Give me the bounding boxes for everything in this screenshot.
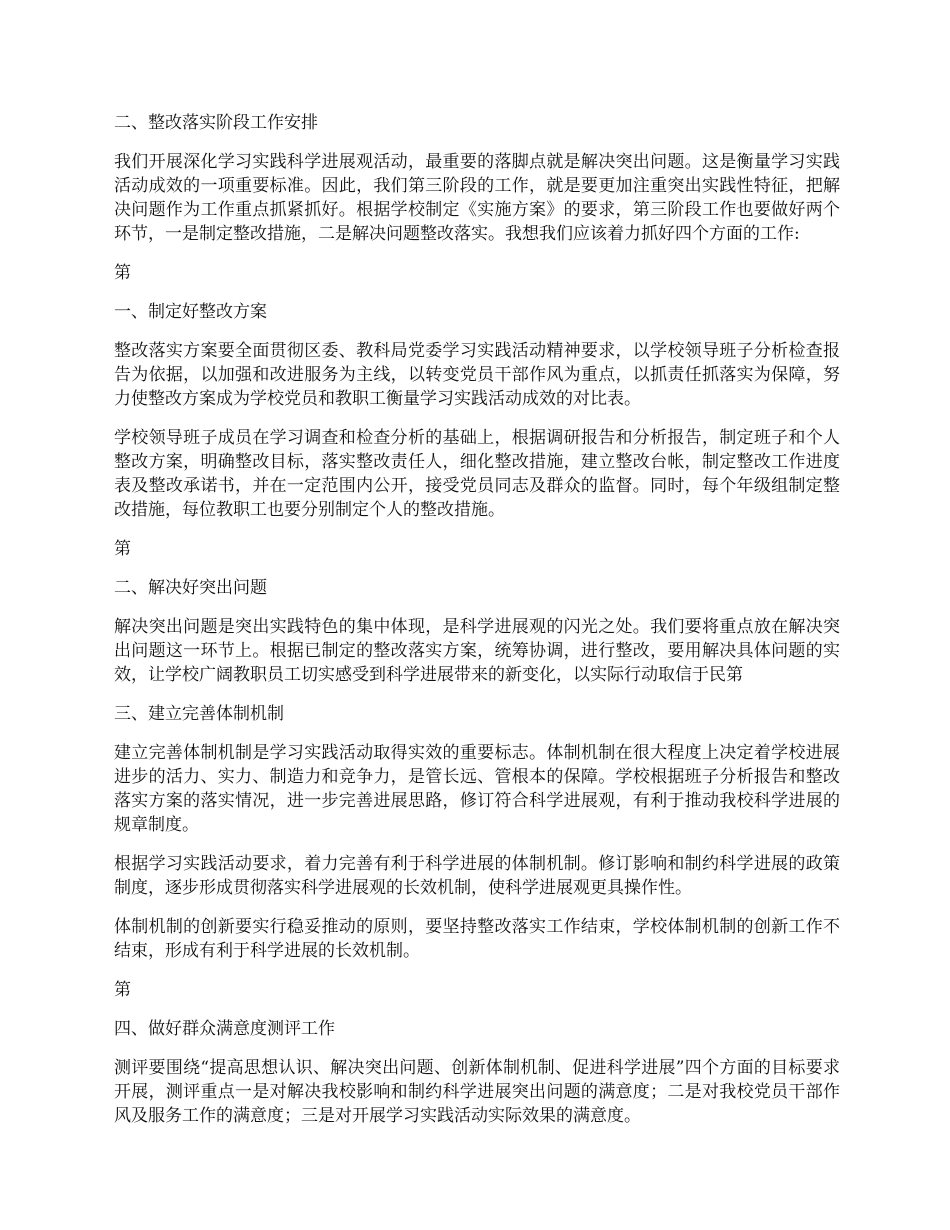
paragraph: 建立完善体制机制是学习实践活动取得实效的重要标志。体制机制在很大程度上决定着学校进展进步的活力、实力、制造力和竞争力，是管长远、管根本的保障。学校根据班子分析报告和整改落实方案的落实情况，进一步完善进展思路，修订符合科学进展观，有利于推动我校科学进展的规章制度。 — [114, 743, 840, 835]
paragraph: 解决突出问题是突出实践特色的集中体现，是科学进展观的闪光之处。我们要将重点放在解决突出问题这一环节上。根据已制定的整改落实方案，统筹协调，进行整改，要用解决具体问题的实效，让学校广阔教职员工切实感受到科学进展带来的新变化，以实际行动取信于民第 — [114, 617, 840, 685]
section-heading: 一、制定好整改方案 — [114, 302, 267, 322]
paragraph: 体制机制的创新要实行稳妥推动的原则，要坚持整改落实工作结束，学校体制机制的创新工作不结束，形成有利于科学进展的长效机制。 — [114, 917, 840, 961]
paragraph: 测评要围绕“提高思想认识、解决突出问题、创新体制机制、促进科学进展”四个方面的目标要求开展，测评重点一是对解决我校影响和制约科学进展突出问题的满意度；二是对我校党员干部作风及服务工作的满意度；三是对开展学习实践活动实际效果的满意度。 — [114, 1058, 840, 1126]
paragraph: 根据学习实践活动要求，着力完善有利于科学进展的体制机制。修订影响和制约科学进展的政策制度，逐步形成贯彻落实科学进展观的长效机制，使科学进展观更具操作性。 — [114, 854, 840, 898]
paragraph: 学校领导班子成员在学习调查和检查分析的基础上，根据调研报告和分析报告，制定班子和个人整改方案，明确整改目标，落实整改责任人，细化整改措施，建立整改台帐，制定整改工作进度表及整改承诺书，并在一定范围内公开，接受党员同志及群众的监督。同时，每个年级组制定整改措施，每位教职工也要分别制定个人的整改措施。 — [114, 428, 840, 520]
paragraph: 我们开展深化学习实践科学进展观活动，最重要的落脚点就是解决突出问题。这是衡量学习实践活动成效的一项重要标准。因此，我们第三阶段的工作，就是要更加注重突出实践性特征，把解决问题作为工作重点抓紧抓好。根据学校制定《实施方案》的要求，第三阶段工作也要做好两个环节，一是制定整改措施，二是解决问题整改落实。我想我们应该着力抓好四个方面的工作: — [114, 152, 840, 244]
section-heading: 二、整改落实阶段工作安排 — [114, 113, 318, 133]
section-heading: 三、建立完善体制机制 — [114, 704, 284, 724]
document-page — [114, 111, 840, 1143]
paragraph: 整改落实方案要全面贯彻区委、教科局党委学习实践活动精神要求，以学校领导班子分析检查报告为依据，以加强和改进服务为主线，以转变党员干部作风为重点，以抓责任抓落实为保障，努力使整改方案成为学校党员和教职工衡量学习实践活动成效的对比表。 — [114, 341, 840, 409]
section-heading: 二、解决好突出问题 — [114, 578, 267, 598]
paragraph-marker: 第 — [114, 539, 131, 559]
paragraph-marker: 第 — [114, 263, 131, 283]
paragraph-marker: 第 — [114, 980, 131, 1000]
section-heading: 四、做好群众满意度测评工作 — [114, 1019, 335, 1039]
